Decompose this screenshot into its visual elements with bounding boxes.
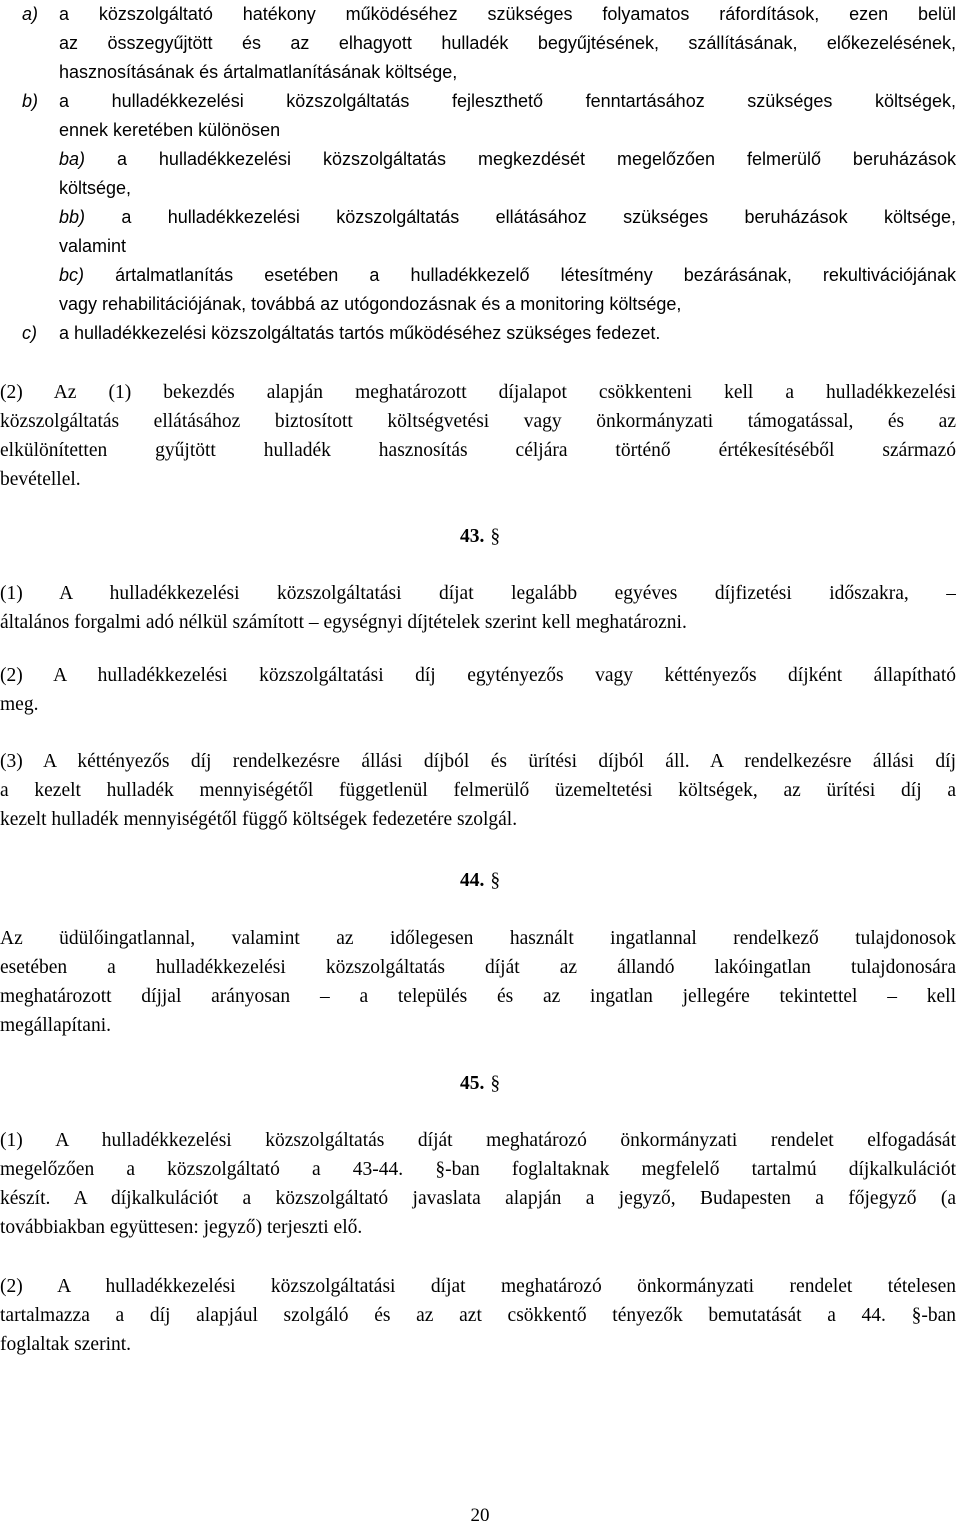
item-ba-text-1: a hulladékkezelési közszolgáltatás megkezdését megelőzően felmerülő beruházások [116,149,956,169]
p45-2-line-2: tartalmazza a díj alapjául szolgáló és az azt csökkentő tényezők bemutatását a 44. §-ban [0,1305,956,1326]
p44-line-1: Az üdülőingatlannal, valamint az időlegesen használt ingatlannal rendelkező tulajdonosok [0,928,956,949]
p43-2-line-1: (2) A hulladékkezelési közszolgáltatási díj egytényezős vagy kéttényezős díjként állapítható [0,665,956,686]
paragraph-45-2 [0,1272,956,1359]
paragraph-45-1 [0,1126,956,1242]
p43-3-line-3: kezelt hulladék mennyiségétől függő költségek fedezetére szolgál. [0,809,518,830]
section-44-number: 44. [459,870,485,891]
p45-1-line-1: (1) A hulladékkezelési közszolgáltatás díját meghatározó önkormányzati rendelet elfogadását [0,1130,956,1151]
section-45-sign: § [490,1073,501,1094]
section-45-number: 45. [459,1073,485,1094]
p44-line-3: meghatározott díjjal arányosan – a település és az ingatlan jellegére tekintettel – kell [0,986,956,1007]
item-c-line-1: a hulladékkezelési közszolgáltatás tartós működéséhez szükséges fedezet. [59,323,661,343]
section-heading-45 [0,1069,960,1098]
p42-2-line-2: közszolgáltatás ellátásához biztosított költségvetési vagy önkormányzati támogatással, és az [0,411,956,432]
item-a-line-2: az összegyűjtött és az elhagyott hulladék begyűjtésének, szállításának, előkezelésének, [59,33,956,53]
item-bc-line-2: vagy rehabilitációjának, továbbá az utógondozásnak és a monitoring költsége, [59,294,682,314]
item-bb-mark: bb) [59,207,86,227]
paragraph-43-2 [0,661,956,719]
section-heading-43 [0,522,960,551]
paragraph-43-3 [0,747,956,834]
section-43-number: 43. [459,526,485,547]
p43-3-line-1: (3) A kéttényezős díj rendelkezésre állási díjból és ürítési díjból áll. A rendelkezésre állási díj [0,751,956,772]
item-a-mark: a) [22,4,39,24]
p45-1-line-3: készít. A díjkalkulációt a közszolgáltató javaslata alapján a jegyző, Budapesten a főjegyző (a [0,1188,956,1209]
p43-1-line-1: (1) A hulladékkezelési közszolgáltatási díjat legalább egyéves díjfizetési időszakra, – [0,583,956,604]
p44-line-4: megállapítani. [0,1015,112,1036]
p43-1-line-2: általános forgalmi adó nélkül számított – egységnyi díjtételek szerint kell meghatározni. [0,612,687,633]
section-heading-44 [0,866,960,895]
item-a-line-3: hasznosításának és ártalmatlanításának költsége, [59,62,458,82]
p43-2-line-2: meg. [0,694,39,715]
item-ba-mark: ba) [59,149,86,169]
item-bb-line-2: valamint [59,236,127,256]
p42-2-line-3: elkülönítetten gyűjtött hulladék hasznosítás céljára történő értékesítéséből származó [0,440,956,461]
item-a-line-1: a közszolgáltató hatékony működéséhez szükséges folyamatos ráfordítások, ezen belül [59,4,956,24]
item-bb-line-1 [59,203,956,232]
p43-3-line-2: a kezelt hulladék mennyiségétől függetlenül felmerülő üzemeltetési költségek, az ürítési díj a [0,780,956,801]
p45-1-line-2: megelőzően a közszolgáltató a 43-44. §-ban foglaltaknak megfelelő tartalmú díjkalkulációt [0,1159,956,1180]
p45-2-line-3: foglaltak szerint. [0,1334,132,1355]
p44-line-2: esetében a hulladékkezelési közszolgáltatás díját az állandó lakóingatlan tulajdonosára [0,957,956,978]
item-bc-line-1 [59,261,956,290]
item-b-line-2: ennek keretében különösen [59,120,281,140]
item-bc-text-1: ártalmatlanítás esetében a hulladékkezelő létesítmény bezárásának, rekultivációjának [115,265,956,285]
p45-1-line-4: továbbiakban együttesen: jegyző) terjeszti elő. [0,1217,363,1238]
section-44-sign: § [490,870,501,891]
paragraph-42-2 [0,378,956,494]
page-number: 20 [470,1505,490,1526]
p42-2-line-4: bevétellel. [0,469,81,490]
paragraph-44 [0,924,956,1040]
item-b-mark: b) [22,91,39,111]
item-b-line-1: a hulladékkezelési közszolgáltatás fejleszthető fenntartásához szükséges költségek, [59,91,956,111]
item-ba-line-2: költsége, [59,178,132,198]
paragraph-43-1 [0,579,956,637]
item-bc-mark: bc) [59,265,85,285]
section-43-sign: § [490,526,501,547]
p45-2-line-1: (2) A hulladékkezelési közszolgáltatási díjat meghatározó önkormányzati rendelet tételesen [0,1276,956,1297]
item-bb-text-1: a hulladékkezelési közszolgáltatás ellátásához szükséges beruházások költsége, [121,207,956,227]
item-ba-line-1 [59,145,956,174]
p42-2-line-1: (2) Az (1) bekezdés alapján meghatározott díjalapot csökkenteni kell a hulladékkezelési [0,382,956,403]
item-c-mark: c) [22,323,37,343]
